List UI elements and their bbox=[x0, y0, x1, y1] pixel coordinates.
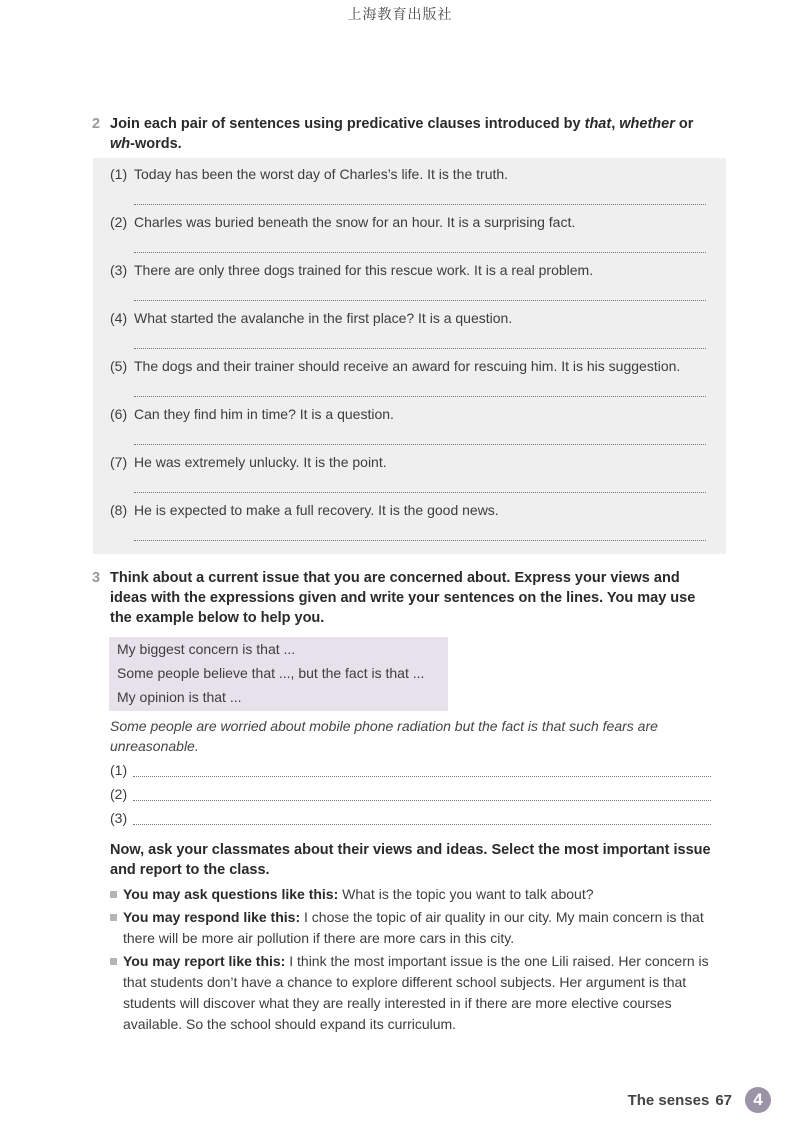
q2-instruction: Join each pair of sentences using predicative clauses introduced by that, whether or wh-words. bbox=[110, 116, 694, 152]
publisher-header: 上海教育出版社 bbox=[347, 7, 453, 23]
answer-line[interactable] bbox=[134, 444, 706, 445]
answer-line[interactable] bbox=[134, 492, 706, 493]
answer-number: (3) bbox=[110, 810, 128, 826]
q3-instruction: Think about a current issue that you are concerned about. Express your views and ideas with the expressions given and write your sentences on the lines. You may use the example below to help you. bbox=[110, 570, 696, 626]
q2-item: (5) The dogs and their trainer should receive an award for rescuing him. It is his suggestion. bbox=[110, 358, 681, 374]
bullet-square-icon bbox=[110, 891, 117, 898]
answer-line[interactable] bbox=[133, 824, 711, 825]
q2-item: (4) What started the avalanche in the first place? It is a question. bbox=[110, 310, 513, 326]
answer-line[interactable] bbox=[134, 204, 706, 205]
answer-line[interactable] bbox=[134, 396, 706, 397]
answer-number: (1) bbox=[110, 762, 128, 778]
q2-item: (1) Today has been the worst day of Charles’s life. It is the truth. bbox=[110, 166, 509, 182]
page-number: 67 bbox=[715, 1092, 732, 1109]
page-footer bbox=[628, 1092, 732, 1109]
expression: My opinion is that ... bbox=[117, 689, 242, 705]
answer-number: (2) bbox=[110, 786, 128, 802]
q3-number: 3 bbox=[92, 570, 101, 586]
answer-line[interactable] bbox=[134, 252, 706, 253]
answer-line[interactable] bbox=[134, 540, 706, 541]
q2-item: (7) He was extremely unlucky. It is the point. bbox=[110, 454, 387, 470]
example-sentence: Some people are worried about mobile phone radiation but the fact is that such fears are unreasonable. bbox=[110, 718, 658, 754]
bullet-square-icon bbox=[110, 958, 117, 965]
expression: Some people believe that ..., but the fact is that ... bbox=[117, 665, 425, 681]
bullet-square-icon bbox=[110, 914, 117, 921]
answer-line[interactable] bbox=[133, 776, 711, 777]
bullet-list bbox=[110, 884, 720, 1037]
answer-line[interactable] bbox=[134, 300, 706, 301]
unit-badge: 4 bbox=[745, 1087, 771, 1113]
bullet-item: You may report like this: I think the most important issue is the one Lili raised. Her concern is that students don’t have a chance to explore different school subjects. Her argument is that students will discover what they are really interested in if there are more elective courses available. So the school should expand its curriculum. bbox=[110, 951, 720, 1035]
answer-line[interactable] bbox=[133, 800, 711, 801]
expression: My biggest concern is that ... bbox=[117, 641, 296, 657]
section-title: The senses bbox=[627, 1092, 710, 1109]
q2-heading bbox=[92, 114, 712, 154]
q2-item: (2) Charles was buried beneath the snow for an hour. It is a surprising fact. bbox=[110, 214, 576, 230]
q2-item: (3) There are only three dogs trained for this rescue work. It is a real problem. bbox=[110, 262, 594, 278]
followup-instruction: Now, ask your classmates about their views and ideas. Select the most important issue and report to the class. bbox=[110, 842, 711, 878]
q3-heading bbox=[92, 568, 712, 628]
answer-line[interactable] bbox=[134, 348, 706, 349]
bullet-item: You may respond like this: I chose the topic of air quality in our city. My main concern is that there will be more air pollution if there are more cars in this city. bbox=[110, 907, 720, 949]
q2-item: (8) He is expected to make a full recovery. It is the good news. bbox=[110, 502, 499, 518]
bullet-item: You may ask questions like this: What is the topic you want to talk about? bbox=[110, 884, 720, 905]
q2-item: (6) Can they find him in time? It is a question. bbox=[110, 406, 394, 422]
q2-number: 2 bbox=[92, 116, 101, 132]
